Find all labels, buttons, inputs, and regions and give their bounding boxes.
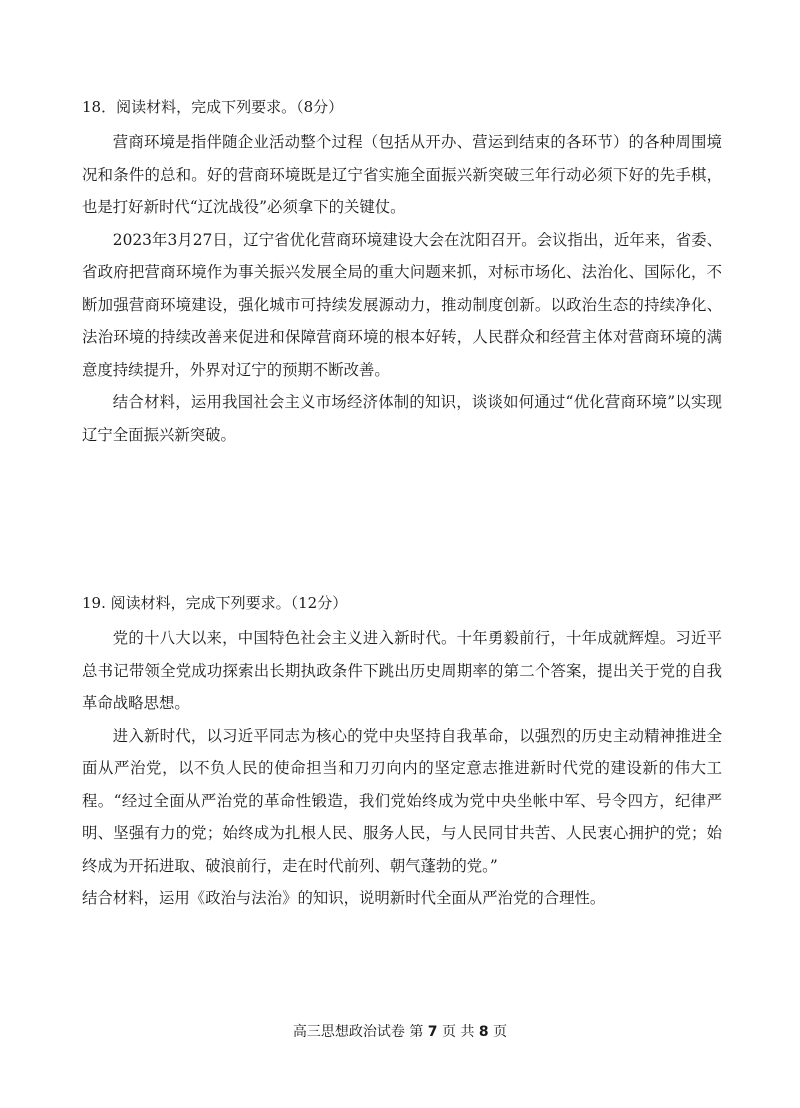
question-19-paragraph-1: 党的十八大以来，中国特色社会主义进入新时代。十年勇毅前行，十年成就辉煌。习近平总书记带领全党成功探索出长期执政条件下跳出历史周期率的第二个答案，提出关于党的自我革命战略思想。	[82, 629, 722, 712]
footer-page-suffix: 页	[493, 1024, 508, 1040]
footer-page-number: 7	[427, 1024, 438, 1040]
footer-page-prefix: 第	[409, 1024, 424, 1040]
question-19-paragraph-2: 进入新时代，以习近平同志为核心的党中央坚持自我革命，以强烈的历史主动精神推进全面从严治党，以不负人民的使命担当和刀刃向内的坚定意志推进新时代党的建设新的伟大工程。“经过全面从严治党的革命性锻造，我们党始终成为党中央坐帐中军、号令四方，纪律严明、坚强有力的党；始终成为扎根人民、服务人民，与人民同甘共苦、人民衷心拥护的党；始终成为开拓进取、破浪前行，走在时代前列、朝气蓬勃的党。”	[82, 726, 722, 875]
question-18-title: 18．阅读材料，完成下列要求。（8分）	[82, 98, 344, 116]
question-18-paragraph-2: 2023年3月27日，辽宁省优化营商环境建设大会在沈阳召开。会议指出，近年来，省委、省政府把营商环境作为事关振兴发展全局的重大问题来抓，对标市场化、法治化、国际化，不断加强营商环境建设，强化城市可持续发展源动力，推动制度创新。以政治生态的持续净化、法治环境的持续改善来促进和保障营商环境的根本好转，人民群众和经营主体对营商环境的满意度持续提升，外界对辽宁的预期不断改善。	[82, 230, 722, 379]
footer-exam-name: 高三思想政治试卷	[292, 1024, 405, 1040]
question-19-task: 结合材料，运用《政治与法治》的知识，说明新时代全面从严治党的合理性。	[82, 889, 606, 907]
footer-total-pages: 8	[478, 1024, 489, 1040]
page-footer	[0, 1022, 800, 1042]
question-19	[82, 592, 722, 915]
footer-page-mid: 页 共	[442, 1024, 475, 1040]
question-18-task: 结合材料，运用我国社会主义市场经济体制的知识，谈谈如何通过“优化营商环境”以实现辽宁全面振兴新突破。	[82, 393, 722, 444]
question-18	[82, 96, 722, 451]
question-18-paragraph-1: 营商环境是指伴随企业活动整个过程（包括从开办、营运到结束的各环节）的各种周围境况和条件的总和。好的营商环境既是辽宁省实施全面振兴新突破三年行动必须下好的先手棋，也是打好新时代“辽沈战役”必须拿下的关键仗。	[82, 133, 722, 216]
question-19-title: 19. 阅读材料，完成下列要求。（12分）	[82, 594, 348, 612]
